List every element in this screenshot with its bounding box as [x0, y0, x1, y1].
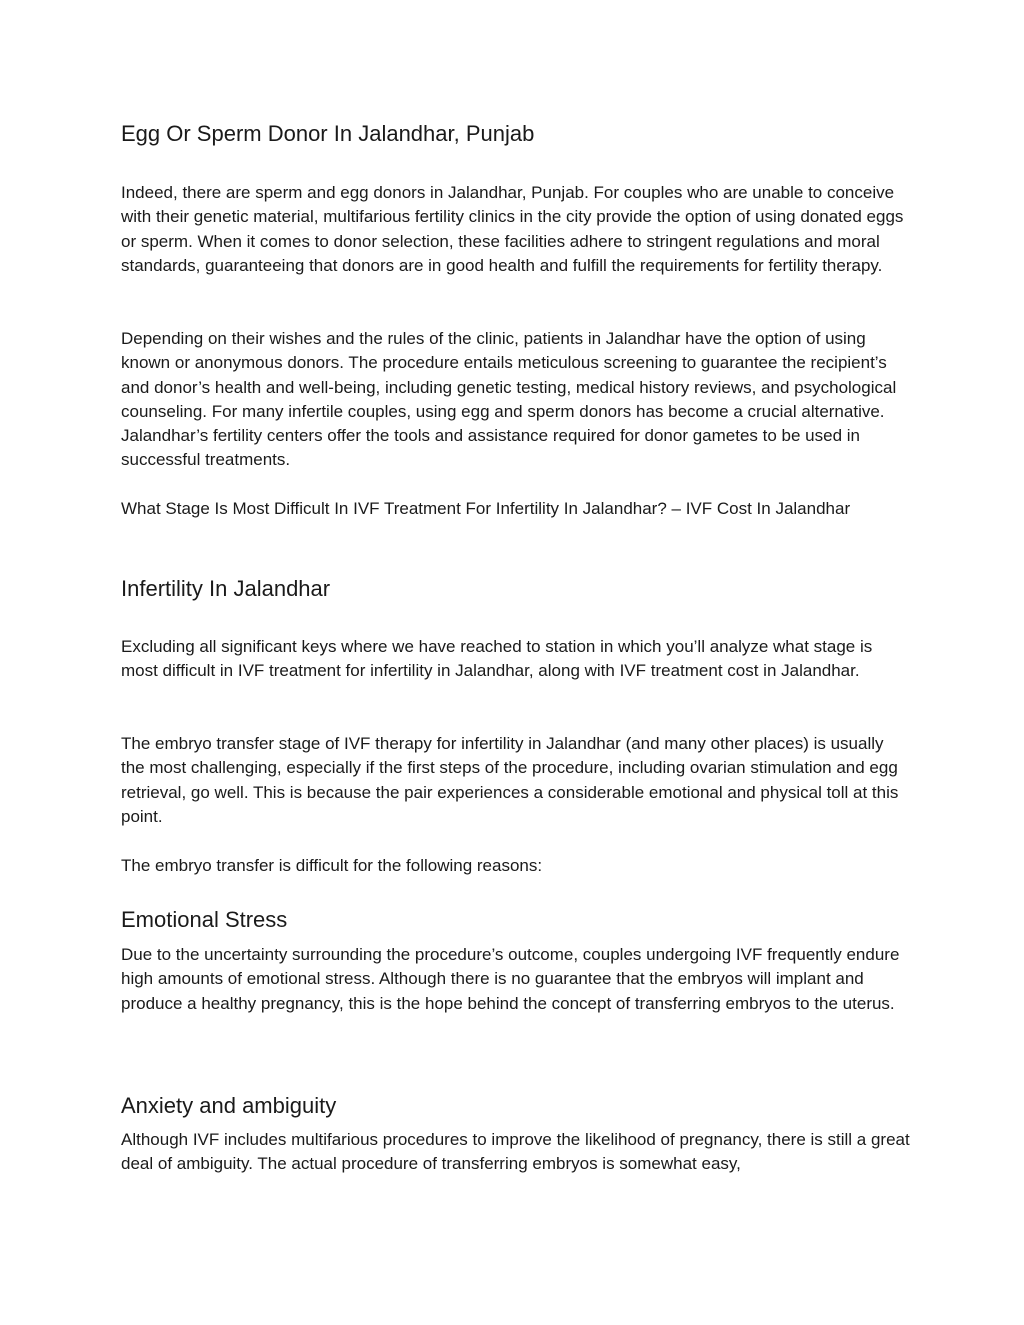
intro-paragraph-2: Depending on their wishes and the rules of the clinic, patients in Jalandhar have the option of using known or anonymous donors. The procedure entails meticulous screening to guarantee the recipient’s and donor’s health and well-being, including genetic testing, medical history reviews, and psychological counseling. For many infertile couples, using egg and sperm donors has become a crucial alternative. Jalandhar’s fertility centers offer the tools and assistance required for donor gametes to be used in successful treatments.: [121, 329, 897, 470]
anxiety-paragraph: Although IVF includes multifarious procedures to improve the likelihood of pregnancy, there is still a great deal of ambiguity. The actual procedure of transferring embryos is somewhat easy,: [121, 1130, 910, 1174]
emotional-stress-paragraph: Due to the uncertainty surrounding the procedure’s outcome, couples undergoing IVF frequently endure high amounts of emotional stress. Although there is no guarantee that the embryos will implant and produce a healthy pregnancy, this is the hope behind the concept of transferring embryos to the uterus.: [121, 945, 900, 1013]
infertility-paragraph-1: Excluding all significant keys where we have reached to station in which you’ll analyze what stage is most difficult in IVF treatment for infertility in Jalandhar, along with IVF treatment cost in Jalandhar.: [121, 637, 873, 681]
related-article-link[interactable]: What Stage Is Most Difficult In IVF Treatment For Infertility In Jalandhar? – IVF Cost In Jalandhar: [121, 499, 851, 518]
section-heading-emotional-stress: Emotional Stress: [121, 907, 288, 932]
infertility-paragraph-2: The embryo transfer stage of IVF therapy for infertility in Jalandhar (and many other places) is usually the most challenging, especially if the first steps of the procedure, including ovarian stimulation and egg retrieval, go well. This is because the pair experiences a considerable emotional and physical toll at this point.: [121, 734, 899, 826]
section-heading-anxiety: Anxiety and ambiguity: [121, 1093, 337, 1118]
intro-paragraph-1: Indeed, there are sperm and egg donors in Jalandhar, Punjab. For couples who are unable to conceive with their genetic material, multifarious fertility clinics in the city provide the option of using donated eggs or sperm. When it comes to donor selection, these facilities adhere to stringent regulations and moral standards, guaranteeing that donors are in good health and fulfill the requirements for fertility therapy.: [121, 183, 904, 275]
document-title: Egg Or Sperm Donor In Jalandhar, Punjab: [121, 121, 535, 146]
section-heading-infertility: Infertility In Jalandhar: [121, 576, 331, 601]
infertility-paragraph-3: The embryo transfer is difficult for the following reasons:: [121, 856, 543, 875]
